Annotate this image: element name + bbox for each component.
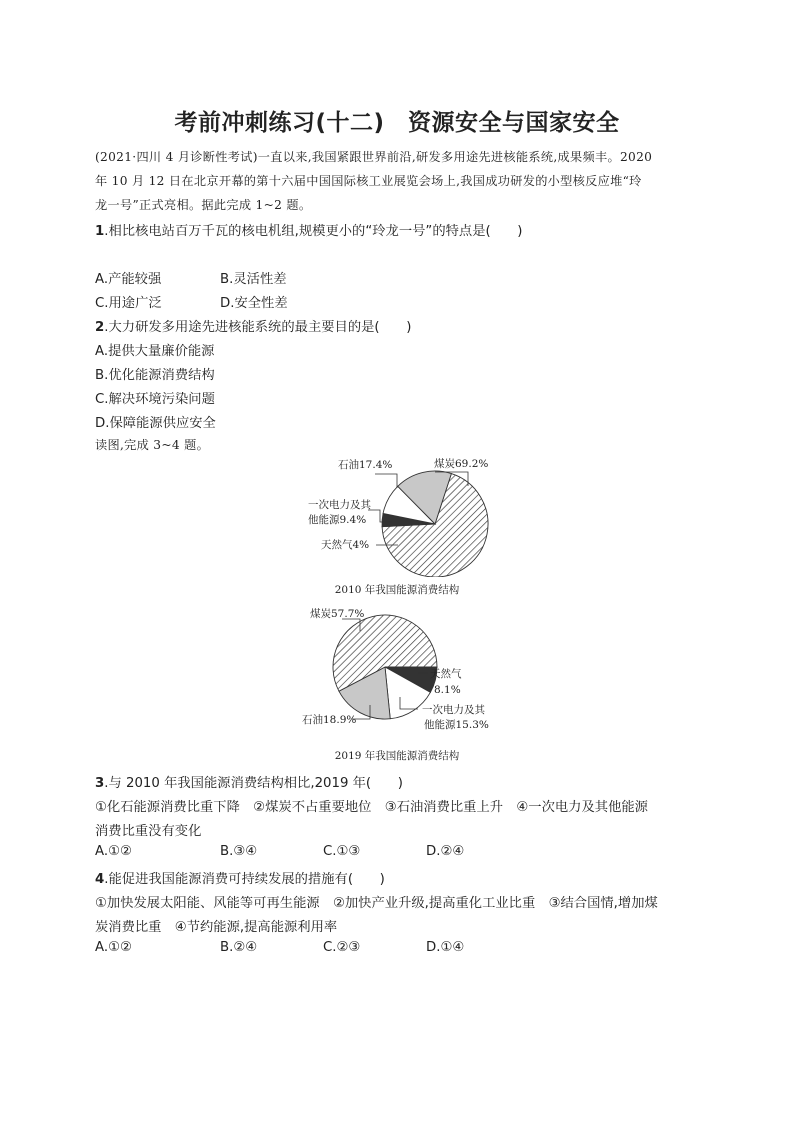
read-instruction: 读图,完成 3~4 题。 [95,438,210,452]
slice-label: 一次电力及其 [308,499,371,511]
question-statements: 消费比重没有变化 [95,824,202,839]
question-number: 1 [95,224,105,239]
option-c[interactable]: C.解决环境污染问题 [95,392,215,407]
option-b[interactable]: B.灵活性差 [220,272,287,287]
option-d[interactable]: D.①④ [426,940,465,955]
option-c[interactable]: C.①③ [323,844,361,859]
slice-label: 煤炭57.7% [310,608,365,620]
option-d[interactable]: D.②④ [426,844,465,859]
option-d[interactable]: D.安全性差 [220,296,288,311]
question-number: 3 [95,776,105,791]
intro-line: (2021·四川 4 月诊断性考试)一直以来,我国紧跟世界前沿,研发多用途先进核能系统,成果频丰。2020 [95,150,653,164]
option-a[interactable]: A.产能较强 [95,272,162,287]
question-stem: .相比核电站百万千瓦的核电机组,规模更小的“玲龙一号”的特点是( ) [104,224,523,239]
slice-label: 8.1% [434,684,461,696]
option-b[interactable]: B.③④ [220,844,258,859]
slice-label: 石油18.9% [302,714,357,726]
option-a[interactable]: A.①② [95,940,132,955]
chart-caption-2019: 2019 年我国能源消费结构 [334,750,460,762]
question-3 [95,772,403,791]
slice-label: 一次电力及其 [422,704,485,716]
option-a[interactable]: A.①② [95,844,132,859]
slice-label: 石油17.4% [338,459,393,471]
slice-label: 煤炭69.2% [434,458,489,470]
page-title: 考前冲刺练习(十二) 资源安全与国家安全 [174,110,620,136]
question-statements: ①加快发展太阳能、风能等可再生能源 ②加快产业升级,提高重化工业比重 ③结合国情,增加煤 [95,896,658,911]
question-2 [95,316,411,335]
option-c[interactable]: C.②③ [323,940,361,955]
question-statements: ①化石能源消费比重下降 ②煤炭不占重要地位 ③石油消费比重上升 ④一次电力及其他能源 [95,800,648,815]
question-number: 2 [95,320,105,335]
leader-line [375,474,397,488]
intro-line: 年 10 月 12 日在北京开幕的第十六届中国国际核工业展览会场上,我国成功研发的小型核反应堆“玲 [95,174,642,188]
option-b[interactable]: B.②④ [220,940,258,955]
question-4 [95,868,385,887]
intro-line: 龙一号”正式亮相。据此完成 1~2 题。 [95,198,312,212]
slice-label: 天然气4% [321,539,370,551]
question-statements: 炭消费比重 ④节约能源,提高能源利用率 [95,920,338,935]
slice-label: 他能源15.3% [424,719,489,731]
option-c[interactable]: C.用途广泛 [95,296,162,311]
option-b[interactable]: B.优化能源消费结构 [95,368,215,383]
question-stem: .大力研发多用途先进核能系统的最主要目的是( ) [104,320,412,335]
option-d[interactable]: D.保障能源供应安全 [95,416,216,431]
question-stem: .能促进我国能源消费可持续发展的措施有( ) [104,872,385,887]
pie-chart-2019 [280,605,520,735]
question-number: 4 [95,872,105,887]
question-1 [95,220,522,239]
pie-chart-2010 [280,452,520,577]
question-stem: .与 2010 年我国能源消费结构相比,2019 年( ) [104,776,403,791]
option-a[interactable]: A.提供大量廉价能源 [95,344,215,359]
chart-caption-2010: 2010 年我国能源消费结构 [334,584,460,596]
slice-label: 他能源9.4% [308,514,367,526]
slice-label: 天然气 [430,668,462,680]
